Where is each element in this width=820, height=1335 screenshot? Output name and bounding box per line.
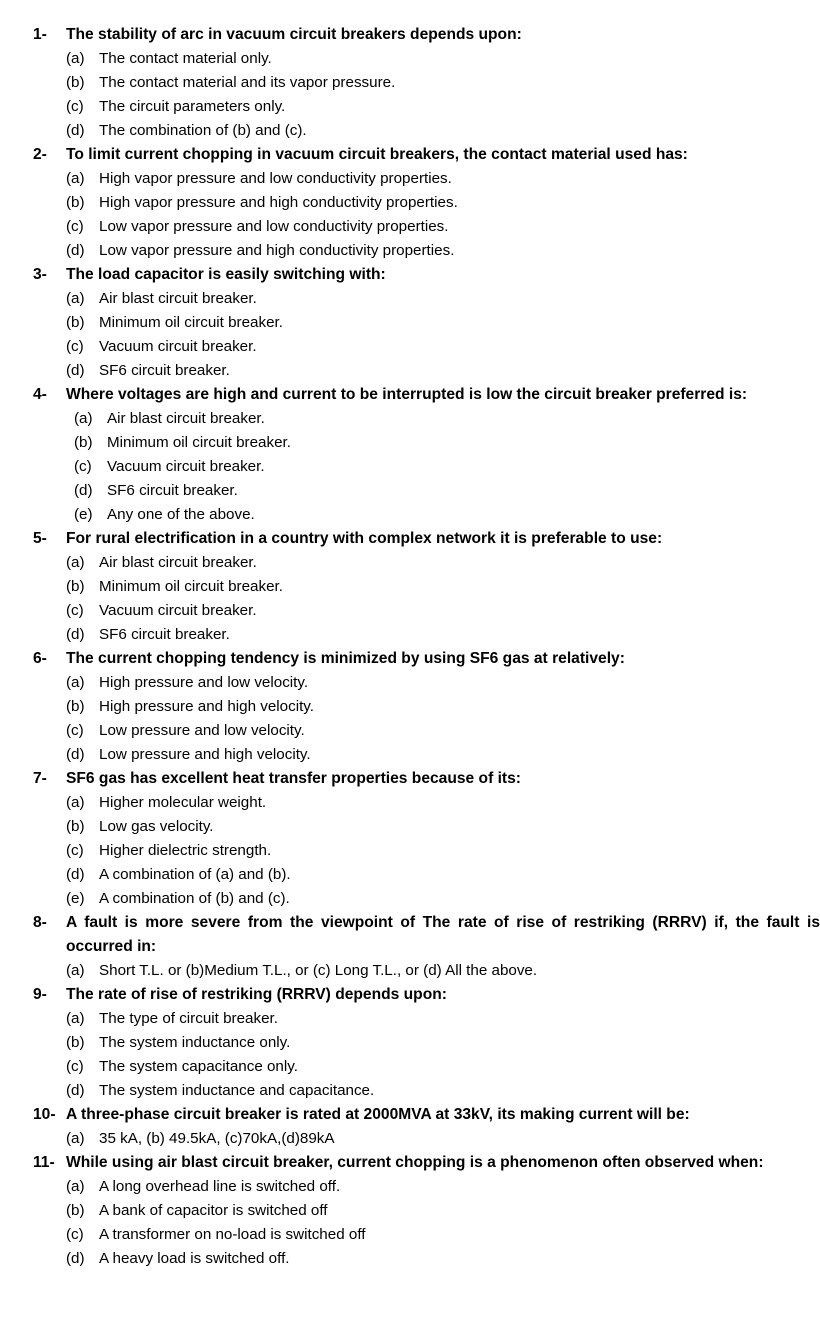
question-number: 6-: [33, 650, 47, 667]
question-block: [0, 263, 820, 383]
option-text: Any one of the above.: [107, 506, 255, 523]
answer-option: [0, 167, 820, 191]
option-label: (c): [66, 1058, 84, 1075]
question-text: To limit current chopping in vacuum circuit breakers, the contact material used has:: [66, 146, 688, 163]
option-label: (e): [66, 890, 85, 907]
question-block: [0, 983, 820, 1103]
answer-option: [0, 1199, 820, 1223]
option-label: (b): [66, 74, 85, 91]
option-text: SF6 circuit breaker.: [99, 362, 230, 379]
option-label: (c): [66, 218, 84, 235]
option-label: (d): [66, 242, 85, 259]
answer-option: [0, 479, 820, 503]
question-text: A fault is more severe from the viewpoint of The rate of rise of restriking (RRRV) if, the fault is occurred in:: [66, 914, 820, 955]
option-text: A combination of (a) and (b).: [99, 866, 291, 883]
answer-option: [0, 815, 820, 839]
question-text: SF6 gas has excellent heat transfer properties because of its:: [66, 770, 521, 787]
answer-option: [0, 1079, 820, 1103]
option-label: (c): [66, 1226, 84, 1243]
option-text: Air blast circuit breaker.: [99, 554, 257, 571]
question-block: [0, 647, 820, 767]
answer-option: [0, 1007, 820, 1031]
answer-option: [0, 47, 820, 71]
question-number: 8-: [33, 914, 47, 931]
option-label: (c): [66, 338, 84, 355]
option-text: SF6 circuit breaker.: [107, 482, 238, 499]
answer-option: [0, 503, 820, 527]
option-label: (c): [66, 842, 84, 859]
answer-option: [0, 119, 820, 143]
question-block: [0, 143, 820, 263]
question-number: 1-: [33, 26, 47, 43]
option-text: Low vapor pressure and low conductivity properties.: [99, 218, 449, 235]
option-text: Vacuum circuit breaker.: [99, 602, 257, 619]
question: [0, 1103, 820, 1127]
answer-option: [0, 599, 820, 623]
option-text: Vacuum circuit breaker.: [107, 458, 265, 475]
question: [0, 143, 820, 167]
option-text: Higher dielectric strength.: [99, 842, 272, 859]
option-label: (b): [66, 314, 85, 331]
option-text: Vacuum circuit breaker.: [99, 338, 257, 355]
option-text: Air blast circuit breaker.: [107, 410, 265, 427]
answer-option: [0, 335, 820, 359]
option-label: (b): [66, 1034, 85, 1051]
option-text: Low pressure and low velocity.: [99, 722, 305, 739]
answer-option: [0, 359, 820, 383]
option-label: (a): [66, 554, 85, 571]
option-text: Higher molecular weight.: [99, 794, 267, 811]
question-text: While using air blast circuit breaker, current chopping is a phenomenon often observed when:: [66, 1154, 764, 1171]
answer-option: [0, 1127, 820, 1151]
option-label: (d): [66, 746, 85, 763]
answer-option: [0, 839, 820, 863]
answer-option: [0, 1175, 820, 1199]
option-label: (b): [66, 818, 85, 835]
option-label: (e): [74, 506, 93, 523]
option-text: The contact material and its vapor pressure.: [99, 74, 396, 91]
option-text: Low gas velocity.: [99, 818, 214, 835]
option-text: Low pressure and high velocity.: [99, 746, 311, 763]
option-text: High vapor pressure and high conductivity properties.: [99, 194, 458, 211]
question-block: [0, 1103, 820, 1151]
option-label: (d): [66, 866, 85, 883]
answer-option: [0, 1223, 820, 1247]
question-text: The current chopping tendency is minimized by using SF6 gas at relatively:: [66, 650, 625, 667]
question-number: 5-: [33, 530, 47, 547]
question-block: [0, 23, 820, 143]
question-text: The rate of rise of restriking (RRRV) depends upon:: [66, 986, 447, 1003]
option-text: High pressure and high velocity.: [99, 698, 314, 715]
answer-option: [0, 695, 820, 719]
question: [0, 1151, 820, 1175]
question-number: 11-: [33, 1154, 55, 1171]
answer-option: [0, 719, 820, 743]
option-label: (c): [74, 458, 92, 475]
option-text: The circuit parameters only.: [99, 98, 286, 115]
option-label: (a): [66, 674, 85, 691]
answer-option: [0, 311, 820, 335]
answer-option: [0, 887, 820, 911]
option-text: 35 kA, (b) 49.5kA, (c)70kA,(d)89kA: [99, 1130, 335, 1147]
option-label: (b): [66, 1202, 85, 1219]
answer-option: [0, 287, 820, 311]
option-label: (c): [66, 602, 84, 619]
option-text: Minimum oil circuit breaker.: [99, 578, 283, 595]
option-text: High vapor pressure and low conductivity properties.: [99, 170, 452, 187]
answer-option: [0, 191, 820, 215]
answer-option: [0, 1031, 820, 1055]
option-text: The combination of (b) and (c).: [99, 122, 307, 139]
question-number: 9-: [33, 986, 47, 1003]
question: [0, 263, 820, 287]
answer-option: [0, 1055, 820, 1079]
option-text: A combination of (b) and (c).: [99, 890, 290, 907]
option-label: (a): [66, 170, 85, 187]
option-label: (a): [66, 794, 85, 811]
answer-option: [0, 671, 820, 695]
answer-option: [0, 551, 820, 575]
answer-option: [0, 71, 820, 95]
option-label: (a): [66, 1130, 85, 1147]
question-block: [0, 527, 820, 647]
answer-option: [0, 95, 820, 119]
option-label: (b): [74, 434, 93, 451]
answer-option: [0, 959, 820, 983]
option-label: (c): [66, 722, 84, 739]
option-text: Minimum oil circuit breaker.: [107, 434, 291, 451]
question-text: The load capacitor is easily switching with:: [66, 266, 386, 283]
option-label: (a): [74, 410, 93, 427]
question: [0, 911, 820, 959]
question-text: For rural electrification in a country with complex network it is preferable to use:: [66, 530, 663, 547]
option-label: (a): [66, 1010, 85, 1027]
answer-option: [0, 575, 820, 599]
option-label: (d): [66, 1082, 85, 1099]
option-label: (c): [66, 98, 84, 115]
question-number: 2-: [33, 146, 47, 163]
question-block: [0, 1151, 820, 1271]
question-text: The stability of arc in vacuum circuit breakers depends upon:: [66, 26, 522, 43]
option-text: Low vapor pressure and high conductivity properties.: [99, 242, 455, 259]
question: [0, 23, 820, 47]
option-text: Air blast circuit breaker.: [99, 290, 257, 307]
answer-option: [0, 743, 820, 767]
option-text: Short T.L. or (b)Medium T.L., or (c) Long T.L., or (d) All the above.: [99, 962, 538, 979]
option-label: (b): [66, 698, 85, 715]
option-label: (a): [66, 50, 85, 67]
option-label: (a): [66, 962, 85, 979]
option-label: (d): [66, 1250, 85, 1267]
question: [0, 527, 820, 551]
option-text: The system inductance and capacitance.: [99, 1082, 375, 1099]
option-text: A transformer on no-load is switched off: [99, 1226, 366, 1243]
question-text: Where voltages are high and current to be interrupted is low the circuit breaker preferred is:: [66, 386, 748, 403]
option-label: (d): [74, 482, 93, 499]
question-text: A three-phase circuit breaker is rated at 2000MVA at 33kV, its making current will be:: [66, 1106, 690, 1123]
option-text: SF6 circuit breaker.: [99, 626, 230, 643]
answer-option: [0, 239, 820, 263]
question: [0, 983, 820, 1007]
option-text: The contact material only.: [99, 50, 272, 67]
answer-option: [0, 791, 820, 815]
option-text: Minimum oil circuit breaker.: [99, 314, 283, 331]
option-text: A heavy load is switched off.: [99, 1250, 290, 1267]
option-label: (d): [66, 362, 85, 379]
option-label: (a): [66, 1178, 85, 1195]
option-text: High pressure and low velocity.: [99, 674, 309, 691]
option-text: A long overhead line is switched off.: [99, 1178, 341, 1195]
question-block: [0, 383, 820, 527]
option-text: A bank of capacitor is switched off: [99, 1202, 328, 1219]
question: [0, 383, 820, 407]
answer-option: [0, 431, 820, 455]
option-text: The system inductance only.: [99, 1034, 291, 1051]
question-block: [0, 767, 820, 911]
question-number: 3-: [33, 266, 47, 283]
answer-option: [0, 215, 820, 239]
option-label: (d): [66, 626, 85, 643]
answer-option: [0, 623, 820, 647]
option-label: (b): [66, 194, 85, 211]
option-text: The system capacitance only.: [99, 1058, 298, 1075]
question-block: [0, 911, 820, 983]
answer-option: [0, 863, 820, 887]
question: [0, 647, 820, 671]
answer-option: [0, 1247, 820, 1271]
question-sheet: [0, 23, 820, 1271]
question: [0, 767, 820, 791]
question-number: 4-: [33, 386, 47, 403]
option-label: (d): [66, 122, 85, 139]
option-text: The type of circuit breaker.: [99, 1010, 278, 1027]
question-number: 7-: [33, 770, 47, 787]
question-number: 10-: [33, 1106, 56, 1123]
answer-option: [0, 407, 820, 431]
option-label: (a): [66, 290, 85, 307]
answer-option: [0, 455, 820, 479]
option-label: (b): [66, 578, 85, 595]
